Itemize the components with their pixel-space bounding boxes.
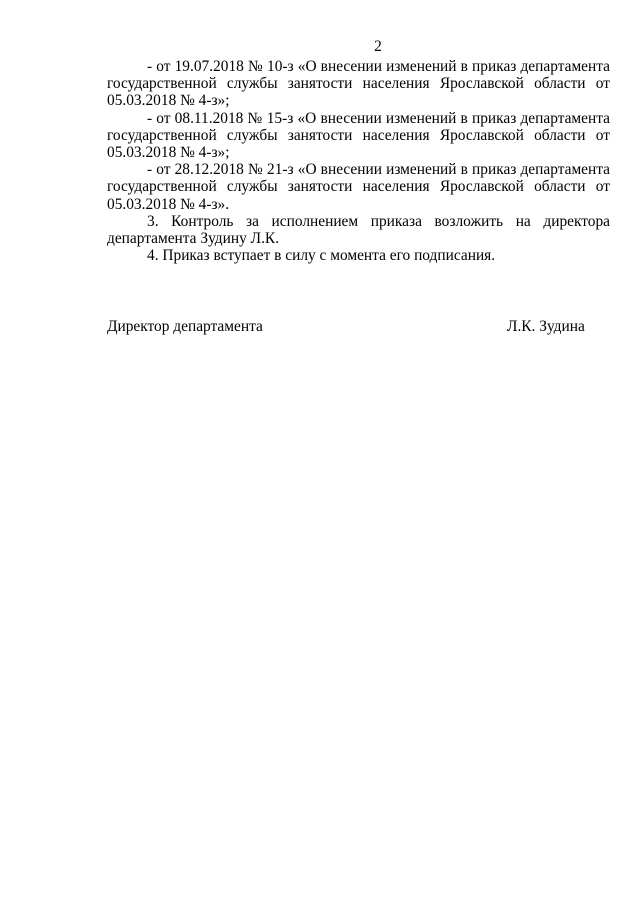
signature-name: Л.К. Зудина [507,318,585,335]
paragraph-control: 3. Контроль за исполнением приказа возложить на директора департамента Зудину Л.К. [107,212,610,248]
paragraph-amendment-1: - от 19.07.2018 № 10-з «О внесении изменений в приказ департамента государственной службы занятости населения Ярославской области от 05.03.2018 № 4-з»; [107,58,610,110]
paragraph-effective: 4. Приказ вступает в силу с момента его подписания. [147,247,496,265]
paragraph-amendment-3: - от 28.12.2018 № 21-з «О внесении изменений в приказ департамента государственной службы занятости населения Ярославской области от 05.03.2018 № 4-з». [107,161,610,213]
document-body [107,58,610,264]
signature-position: Директор департамента [107,318,263,335]
paragraph-amendment-2: - от 08.11.2018 № 15-з «О внесении изменений в приказ департамента государственной службы занятости населения Ярославской области от 05.03.2018 № 4-з»; [107,109,610,162]
page-number: 2 [374,38,382,55]
